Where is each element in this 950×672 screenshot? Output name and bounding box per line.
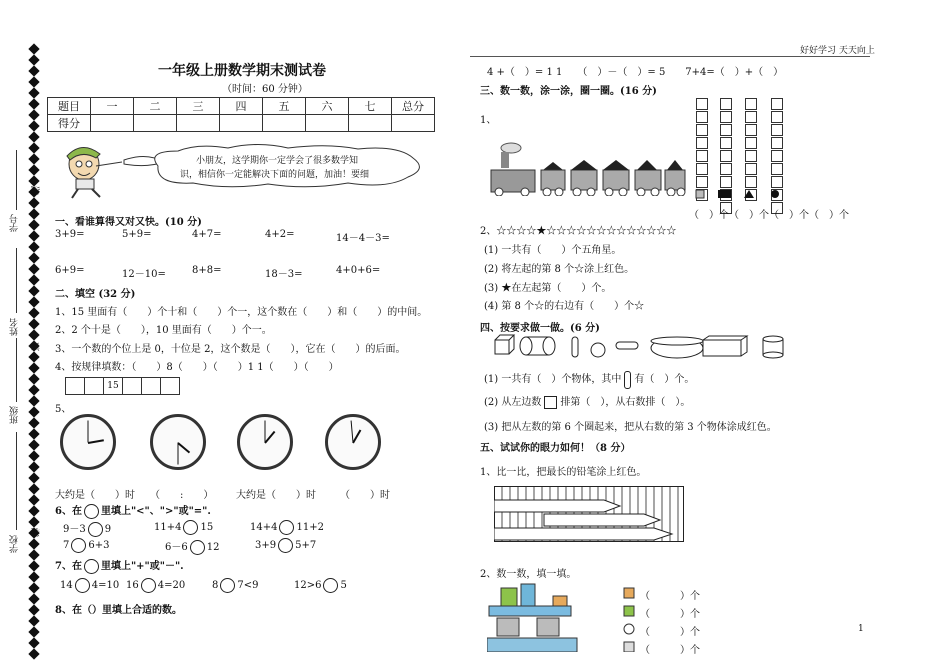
answer-circle[interactable] [71,538,86,553]
compare-item: 11+4 15 [154,522,214,533]
seal-char-ding: 订 [32,342,42,351]
section3-title: 三、数一数，涂一涂，圈一圈。(16 分) [480,86,657,97]
column-block [771,137,783,149]
section5-title: 五、试试你的眼力如何！（8 分） [480,443,631,454]
right-top-equations: 4 +（ ）= 1 1 （ ）－（ ）= 5 7+4=（ ）+（ ） [487,67,784,78]
column-block [720,124,732,136]
score-cell[interactable] [392,115,435,132]
count-blank[interactable]: （ ）个 [640,609,700,620]
seal-diamond [28,439,39,450]
operator-item: 14 4=10 [60,580,120,591]
seal-diamond [28,351,39,362]
count-blank[interactable]: （ ）个 [640,591,700,602]
column-block [745,98,757,110]
column-block [720,176,732,188]
compare-item: 6－6 12 [165,542,220,553]
score-row-label: 得分 [48,115,91,132]
train-illustration [487,140,687,196]
seal-diamond [28,109,39,120]
school-blank-line [16,432,17,530]
answer-circle[interactable] [141,578,156,593]
column-block [745,176,757,188]
stars-row: 2、☆☆☆☆★☆☆☆☆☆☆☆☆☆☆☆☆☆ [480,226,677,237]
score-cell[interactable] [177,115,220,132]
seal-diamond [28,65,39,76]
block-column-1 [696,98,708,202]
seal-diamond [28,417,39,428]
sequence-box[interactable] [160,377,180,395]
exam-title: 一年级上册数学期末测试卷 [158,63,326,79]
solid-shapes-row [493,333,793,361]
stars-q2: (2) 将左起的第 8 个☆涂上红色。 [484,264,635,275]
calc-item: 18－3= [265,269,303,280]
compare-item: 7 6+3 [63,540,110,551]
answer-circle[interactable] [278,538,293,553]
stars-q1: (1) 一共有（ ）个五角星。 [484,245,622,256]
seal-diamond [28,406,39,417]
score-cell[interactable] [220,115,263,132]
clock-face-1 [60,414,116,470]
column-block [696,163,708,175]
seal-diamond [28,54,39,65]
seal-diamond [28,505,39,516]
blocks-tower-illustration [487,582,583,652]
s4-q3: (3) 把从左数的第 6 个圈起来，把从右数的第 3 个物体涂成红色。 [484,422,777,433]
operator-item: 16 4=20 [126,580,186,591]
column-block [745,150,757,162]
column-block [696,98,708,110]
seal-diamond [28,604,39,615]
score-header-cell: 四 [220,98,263,115]
seal-diamond [28,461,39,472]
seal-diamond [28,318,39,329]
score-header-cell: 七 [349,98,392,115]
column-block [720,163,732,175]
calc-item: 8+8= [192,265,222,276]
seal-diamond [28,285,39,296]
score-cell[interactable] [263,115,306,132]
seal-diamond [28,395,39,406]
seal-diamond [28,483,39,494]
column-block [720,137,732,149]
seal-char-line: 线 [32,186,42,195]
seal-diamond [28,241,39,252]
speech-line-2: 识，相信你一定能解决下面的问题，加油！要细 [180,170,370,180]
seal-diamond [28,219,39,230]
s5-q2: 2、数一数，填一填。 [480,569,577,580]
score-header-cell: 五 [263,98,306,115]
clock-caption-3: 大约是（ ）时 [236,490,316,501]
side-label-class: 班级 [10,406,20,424]
column-block [745,124,757,136]
clock-face-3 [237,414,293,470]
pencils-grid-illustration [494,486,684,542]
seal-diamond [28,252,39,263]
clock-face-4 [325,414,381,470]
seal-diamond [28,648,39,659]
fill-q5: 5、 [55,404,72,415]
calc-item: 14－4－3= [336,233,390,244]
seal-char-zhuang: 装 [32,528,42,537]
score-header-cell: 一 [91,98,134,115]
seal-diamond [28,494,39,505]
operator-circle [84,559,99,574]
seal-diamond [28,329,39,340]
seal-diamond [28,164,39,175]
clock-face-2 [150,414,206,470]
column-block [696,137,708,149]
compare-item: 14+4 11+2 [250,522,324,533]
section1-title: 一、看谁算得又对又快。(10 分) [55,217,202,228]
fill-q6: 6、在 里填上"<"、">"或"=". [55,506,211,517]
compare-circle [84,504,99,519]
stars-q4: (4) 第 8 个☆的右边有（ ）个☆ [484,301,645,312]
cylinder-small-icon [624,371,631,389]
seal-diamond [28,637,39,648]
seal-diamond [28,472,39,483]
column-block [771,163,783,175]
clock-caption-4: （ ）时 [340,490,390,501]
fill-q2: 2、2 个十是（ ），10 里面有（ ）个一。 [55,325,272,336]
s3-q1-label: 1、 [480,115,497,126]
count-blank[interactable]: （ ）个 [640,645,700,656]
compare-item: 3+9 5+7 [255,540,317,551]
calc-item: 3+9= [55,229,85,240]
column-block [745,137,757,149]
column-block [745,111,757,123]
column-block [771,124,783,136]
column-block [696,150,708,162]
cube-icon [544,396,557,409]
seal-diamond [28,87,39,98]
seal-diamond [28,197,39,208]
column-block [696,111,708,123]
sequence-box[interactable] [65,377,85,395]
count-legend-icons [622,586,638,652]
seal-diamond [28,142,39,153]
score-table [47,97,435,132]
stars-q3: (3) ★在左起第（ ）个。 [484,283,612,294]
answer-circle[interactable] [220,578,235,593]
section2-title: 二、填空 (32 分) [55,289,136,300]
column-block [771,176,783,188]
speech-cloud [138,143,428,189]
class-blank-line [16,338,17,402]
seal-diamond [28,538,39,549]
score-cell[interactable] [306,115,349,132]
sequence-box-given: 15 [103,377,123,395]
answer-circle[interactable] [75,578,90,593]
exam-time: （时间：60 分钟） [222,84,308,95]
calc-item: 5+9= [122,229,152,240]
column-block [696,124,708,136]
side-label-number: 学号 [10,214,20,232]
fill-q1: 1、15 里面有（ ）个十和（ ）个一，这个数在（ ）和（ ）的中间。 [55,307,428,318]
fill-q8: 8、在（）里填上合适的数。 [55,605,182,616]
calc-item: 12－10= [122,269,166,280]
s4-q2: (2) 从左边数 排第（ ），从右数排（ ）。 [484,397,691,408]
seal-diamond [28,98,39,109]
clock-caption-1: 大约是（ ）时 [55,490,135,501]
seal-diamond [28,582,39,593]
sequence-box[interactable] [122,377,142,395]
seal-diamond [28,373,39,384]
seal-diamond [28,560,39,571]
seal-diamond [28,120,39,131]
column-block [771,150,783,162]
fill-q7: 7、在 里填上"+"或"－". [55,561,184,572]
shape-row [694,189,784,199]
binding-seal-line [30,45,40,665]
column-block [696,176,708,188]
seal-diamond [28,593,39,604]
side-label-name: 姓名 [10,318,20,336]
seal-diamond [28,131,39,142]
column-block [720,111,732,123]
answer-circle[interactable] [279,520,294,535]
count-blank[interactable]: （ ）个 [640,627,700,638]
seal-diamond [28,362,39,373]
column-block [771,111,783,123]
seal-diamond [28,230,39,241]
seal-diamond [28,450,39,461]
seal-diamond [28,428,39,439]
seal-diamond [28,384,39,395]
operator-item: 8 7<9 [212,580,259,591]
seal-diamond [28,516,39,527]
answer-circle[interactable] [323,578,338,593]
column-block [720,150,732,162]
name-blank-line [16,248,17,313]
seal-diamond [28,208,39,219]
side-label-school: 学校 [10,535,20,553]
seal-diamond [28,43,39,54]
answer-circle[interactable] [190,540,205,555]
seal-diamond [28,274,39,285]
seal-diamond [28,263,39,274]
column-block [771,98,783,110]
operator-item: 12>6 5 [294,580,347,591]
sequence-box[interactable] [84,377,104,395]
seal-diamond [28,153,39,164]
score-cell[interactable] [134,115,177,132]
calc-item: 4+2= [265,229,295,240]
seal-diamond [28,296,39,307]
block-column-3 [745,98,757,202]
fill-q4: 4、按规律填数：（ ）8（ ）（ ）1 1（ ）（ ） [55,362,339,373]
score-header-cell: 总分 [392,98,435,115]
clock-caption-2: （ : ） [150,490,214,501]
number-blank-line [16,150,17,210]
calc-item: 4+0+6= [336,265,381,276]
sequence-box[interactable] [141,377,161,395]
answer-circle[interactable] [183,520,198,535]
score-cell[interactable] [91,115,134,132]
fill-q3: 3、一个数的个位上是 0，十位是 2，这个数是（ ），它在（ ）的后面。 [55,344,406,355]
compare-item: 9－3 9 [63,524,112,535]
calc-item: 6+9= [55,265,85,276]
score-header-cell: 二 [134,98,177,115]
speech-line-1: 小朋友，这学期你一定学会了很多数学知 [196,156,359,166]
score-header-cell: 六 [306,98,349,115]
score-header-cell: 三 [177,98,220,115]
seal-diamond [28,571,39,582]
seal-diamond [28,615,39,626]
column-block [745,163,757,175]
calc-item: 4+7= [192,229,222,240]
page-number: 1 [858,624,864,634]
s4-q1: (1) 一共有（ ）个物体，其中 有（ ）个。 [484,370,694,389]
answer-circle[interactable] [88,522,103,537]
score-cell[interactable] [349,115,392,132]
score-header-cell: 题目 [48,98,91,115]
seal-diamond [28,626,39,637]
header-motto: 好好学习 天天向上 [800,46,875,56]
section4-title: 四、按要求做一做。(6 分) [480,323,600,334]
seal-diamond [28,549,39,560]
seal-diamond [28,76,39,87]
block-count-caption: （ ）个（ ）个（ ）个（ ）个 [689,210,849,221]
seal-diamond [28,175,39,186]
s5-q1: 1、比一比，把最长的铅笔涂上红色。 [480,467,647,478]
seal-diamond [28,307,39,318]
header-rule [470,56,870,57]
column-block [720,98,732,110]
